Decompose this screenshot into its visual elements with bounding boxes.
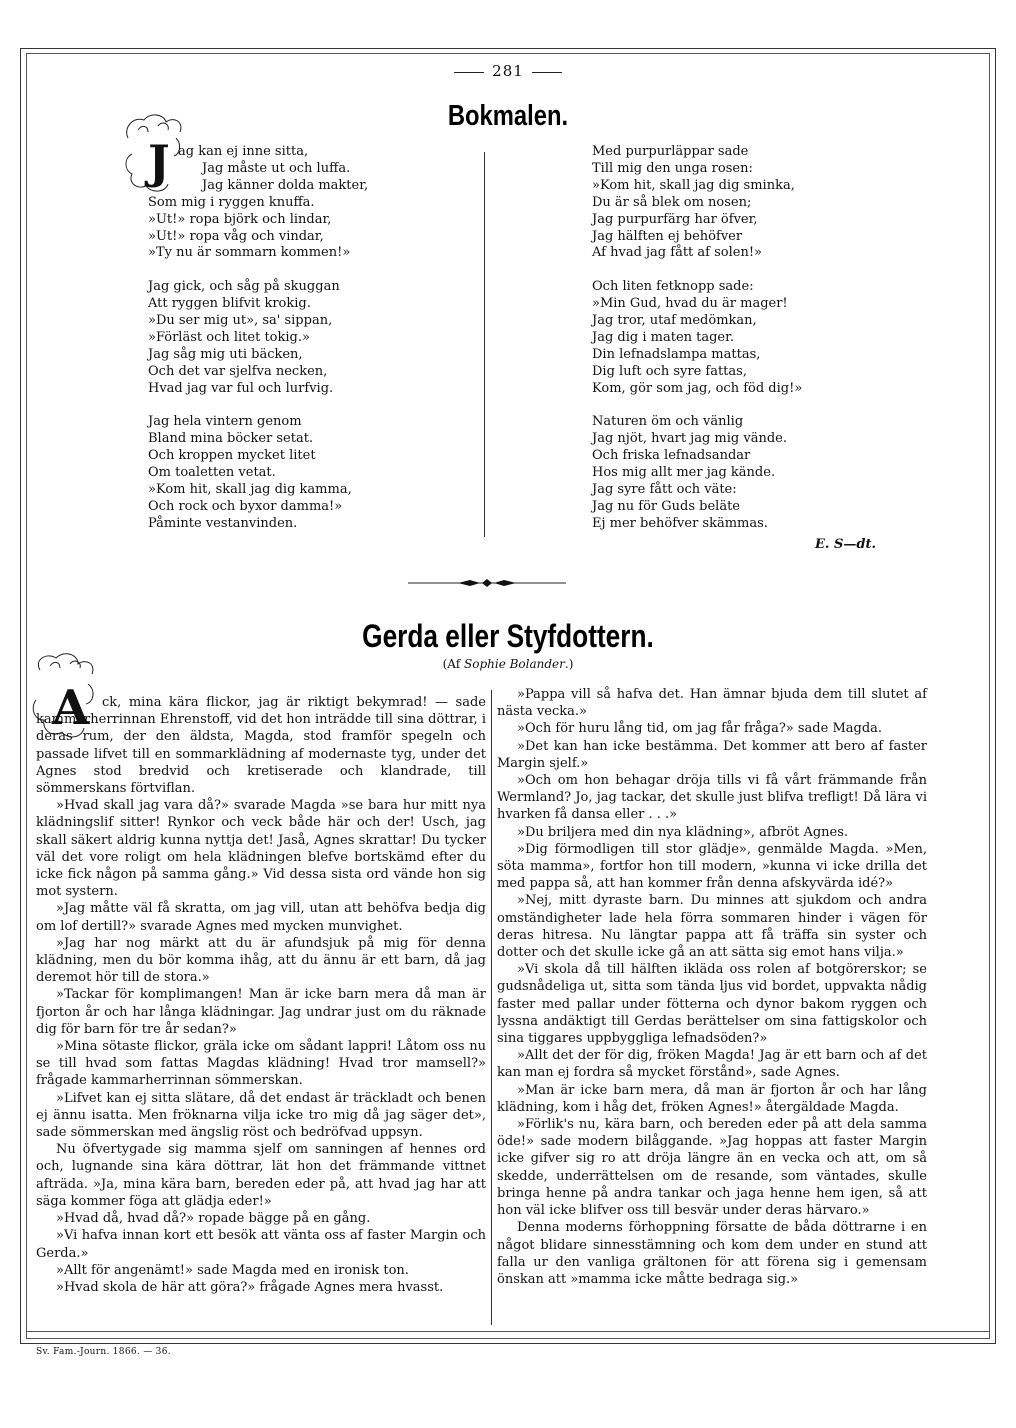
poem-line: Jag hela vintern genom: [148, 414, 302, 430]
story-paragraph: »Mina sötaste flickor, gräla icke om sådant lappri! Låtom oss nu se till hvad som fattas Magdas klädning! Hvad tror mamsell?» frågade kammarherrinnan sömmerskan.: [36, 1039, 486, 1089]
poem-line: Kom, gör som jag, och föd dig!»: [592, 380, 803, 396]
story-paragraph: »Jag måtte väl få skratta, om jag vill, utan att behöfva bedja dig om lof dertill?» svarade Agnes med mycken munvighet.: [36, 901, 486, 934]
poem-stanza: [592, 414, 802, 532]
poem-line: »Kom hit, skall jag dig kamma,: [148, 482, 352, 498]
story-paragraph: Nu öfvertygade sig mamma sjelf om sanningen af hennes ord och, lugnande sina kära döttrar, lät hon det främmande vittnet afträda. »Ja, mina kära barn, bereden eder på, att hvad jag har att säga kommer föga att glädja eder!»: [36, 1142, 486, 1209]
poem-line: Jag hälften ej behöfver: [592, 228, 743, 244]
poem-line: Jag syre fått och väte:: [592, 482, 737, 498]
poem-line: Som mig i ryggen knuffa.: [148, 194, 315, 210]
story-paragraph: »Jag har nog märkt att du är afundsjuk på mig för denna klädning, men du bör komma ihåg, att du ännu är ett barn, då jag deremot hör till de stora.»: [36, 935, 486, 986]
poem-line: Du är så blek om nosen;: [592, 194, 752, 210]
poem-line: Och liten fetknopp sade:: [592, 279, 754, 295]
column-divider: [484, 152, 485, 537]
page-footer: Sv. Fam.-Journ. 1866. — 36.: [36, 1347, 171, 1357]
poem-line: »Ut!» ropa våg och vindar,: [148, 228, 324, 244]
poem-line: Om toaletten vetat.: [148, 465, 276, 481]
poem-line: Och rock och byxor damma!»: [148, 499, 343, 514]
page-number: 281: [0, 62, 1016, 80]
story-paragraph: »Pappa vill så hafva det. Han ämnar bjuda dem till slutet af nästa vecka.»: [497, 687, 927, 720]
story-byline: (Af Sophie Bolander.): [442, 657, 574, 671]
poem-stanza: [148, 279, 368, 397]
story-paragraph: »Förlik's nu, kära barn, och bereden eder på att dela samma öde!» sade modern bilåggande. »Jag hoppas att faster Margin icke gifver sig ro att dröja längre än en vecka och att, om så skedde, underrättelsen om de resande, som väntades, skulle bringa henne på andra tankar och jaga henne hem igen, så att hon väl icke blifver oss till besvär under deras härvaro.»: [497, 1117, 927, 1219]
poem-line: Och friska lefnadsandar: [592, 448, 751, 464]
story-paragraph: »Allt för angenämt!» sade Magda med en ironisk ton.: [56, 1262, 409, 1278]
footer-rule: [26, 1331, 990, 1332]
poem-left-column: [148, 144, 368, 533]
column-divider: [491, 690, 492, 1325]
poem-line: »Kom hit, skall jag dig sminka,: [592, 177, 795, 193]
poem-line: Jag måste ut och luffa.: [202, 160, 351, 176]
poem-title: Bokmalen.: [447, 100, 569, 132]
poem-line: Hos mig allt mer jag kände.: [592, 465, 776, 481]
story-paragraph: »Och för huru lång tid, om jag får fråga?» sade Magda.: [517, 721, 883, 737]
poem-line: Af hvad jag fått af solen!»: [592, 245, 762, 261]
poem-line: Och kroppen mycket litet: [148, 448, 316, 464]
poem-line: »Du ser mig ut», sa' sippan,: [148, 313, 333, 329]
poem-line: Jag dig i maten tager.: [592, 329, 735, 345]
poem-line: Naturen öm och vänlig: [592, 414, 744, 430]
story-paragraph: »Hvad då, hvad då?» ropade bägge på en gång.: [56, 1211, 371, 1227]
story-paragraph: »Och om hon behagar dröja tills vi få vårt främmande från Wermland? Jo, jag tackar, det skulle just blifva trefligt! Då lära vi hvarken få dansa eller . . .»: [497, 773, 927, 823]
story-paragraph: »Nej, mitt dyraste barn. Du minnes att sjukdom och andra omständigheter lade hela förra sommaren hinder i vägen för deras hitresa. Nu längtar pappa att få träffa sin syster och dotter och det skulle icke gå an att sätta sig emot hans vilja.»: [497, 893, 927, 961]
poem-line: »Ut!» ropa björk och lindar,: [148, 211, 332, 227]
story-paragraph: »Lifvet kan ej sitta slätare, då det endast är träckladt och benen ej ännu isatta. Men fröknarna vilja icke tro mig då jag säger det», sade sömmerskan med ängslig röst och bedröfvad uppsyn.: [36, 1090, 486, 1141]
poem-line: Din lefnadslampa mattas,: [592, 346, 761, 362]
poem-line: Jag tror, utaf medömkan,: [592, 313, 757, 329]
story-paragraph: »Vi skola då till hälften ikläda oss rolen af botgörerskor; se gudsnådeliga ut, sitta som tända ljus vid bordet, uppvakta nådig faster med pallar under fötterna och dynor bakom ryggen och lyssna andäktigt till Gerdas berättelser om sina fattigskolor och sina tiggares uppbyggliga lefnadsöden?»: [497, 962, 927, 1047]
story-paragraph: Denna moderns förhoppning försatte de båda döttrarne i en något blidare sinnesstämning och kom dem under en stund att falla ur den vanliga grältonen för att förena sig i gemensam önskan att »mamma icke måtte bedraga sig.»: [497, 1220, 927, 1287]
story-paragraph: »Du briljera med din nya klädning», afbröt Agnes.: [517, 824, 849, 840]
poem-line: Ej mer behöfver skämmas.: [592, 515, 768, 531]
poem-line: Påminte vestanvinden.: [148, 515, 298, 531]
poem-line: ag kan ej inne sitta,: [178, 144, 309, 159]
poem-line: »Förläst och litet tokig.»: [148, 329, 310, 345]
poem-line: Jag njöt, hvart jag mig vände.: [592, 431, 787, 447]
story-paragraph: »Dig förmodligen till stor glädje», genmälde Magda. »Men, söta mamma», fortfor hon till modern, »kunna vi icke drilla det med pappa så, att han kommer från denna afskyvärda idé?»: [497, 841, 927, 892]
poem-stanza: [592, 144, 802, 262]
section-divider-ornament: [408, 578, 566, 588]
poem-line: Jag gick, och såg på skuggan: [148, 279, 340, 295]
poem-right-column: [592, 144, 802, 533]
story-paragraph: »Det kan han icke bestämma. Det kommer att bero af faster Margin sjelf.»: [497, 738, 927, 771]
poem-line: Dig luft och syre fattas,: [592, 363, 747, 379]
poem-stanza: [148, 414, 368, 532]
poem-line: Jag såg mig uti bäcken,: [148, 346, 303, 362]
story-paragraph: »Tackar för komplimangen! Man är icke barn mera då man är fjorton år och har långa klädningar. Jag undrar just om du räknade dig för barn för tre år sedan?»: [36, 987, 486, 1037]
poem-line: »Min Gud, hvad du är mager!: [592, 296, 788, 312]
poem-line: Jag purpurfärg har öfver,: [592, 211, 758, 227]
poem-line: Med purpurläppar sade: [592, 144, 749, 159]
dropcap-letter-a: A: [52, 680, 90, 736]
story-paragraph: »Vi hafva innan kort ett besök att vänta oss af faster Margin och Gerda.»: [36, 1228, 486, 1261]
story-paragraph: ck, mina kära flickor, jag är riktigt bekymrad! — sade kammarherrinnan Ehrenstoff, vid det hon inträdde till sina döttrar, i deras rum, der den äldsta, Magda, stod framför spegeln och passade lifvet till en sommarklädning af modernaste tyg, under det Agnes stod bredvid och kretiserade och klandrade, till sömmerskans förtviflan.: [36, 695, 486, 797]
poem-line: Jag nu för Guds beläte: [592, 499, 741, 514]
poem-line: Jag känner dolda makter,: [202, 177, 369, 193]
poem-line: Till mig den unga rosen:: [592, 160, 753, 176]
story-left-column: [36, 694, 486, 1296]
story-paragraph: »Man är icke barn mera, då man är fjorton år och har lång klädning, kom i håg det, fröken Agnes!» återgäldade Magda.: [497, 1082, 927, 1115]
poem-line: Och det var sjelfva necken,: [148, 363, 328, 379]
story-paragraph: »Hvad skola de här att göra?» frågade Agnes mera hvasst.: [56, 1279, 444, 1295]
poem-stanza: [592, 279, 802, 397]
poem-line: Hvad jag var ful och lurfvig.: [148, 380, 334, 396]
story-title: Gerda eller Styfdottern.: [362, 618, 654, 654]
story-right-column: [497, 686, 927, 1288]
story-paragraph: »Allt det der för dig, fröken Magda! Jag är ett barn och af det kan man ej fordra så mycket förstånd», sade Agnes.: [497, 1048, 927, 1081]
poem-line: Bland mina böcker setat.: [148, 431, 314, 447]
poem-line: »Ty nu är sommarn kommen!»: [148, 245, 351, 261]
poem-stanza: [148, 144, 368, 262]
dropcap-letter-j: J: [148, 135, 170, 189]
story-paragraph: »Hvad skall jag vara då?» svarade Magda »se bara hur mitt nya klädningslif sitter! Rynkor och veck både här och der! Usch, jag skall säkert aldrig kunna nyttja det! Jaså, Agnes skrattar! Du tycker väl det vore roligt om hela klädningen blefve bortskämd efter du icke fick någon på samma gång.» Vid dessa sista ord vände hon sig mot systern.: [36, 798, 486, 900]
poem-line: Att ryggen blifvit krokig.: [148, 296, 311, 312]
poem-signature: E. S—dt.: [815, 537, 876, 552]
